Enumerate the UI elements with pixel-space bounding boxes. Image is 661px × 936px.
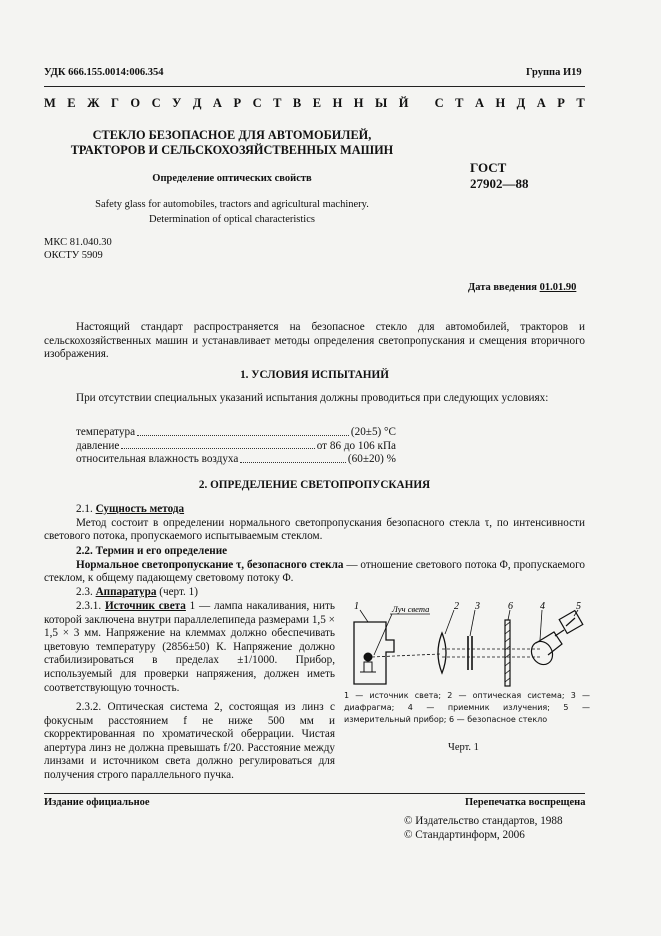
clause-2-3: 2.3. Аппаратура (черт. 1) [76, 586, 198, 598]
safety-glass-icon [505, 620, 510, 686]
light-beam-line [372, 654, 440, 657]
figure-label: 4 [540, 601, 545, 612]
figure-label: 3 [475, 601, 480, 612]
condition-row: температура (20±5) °С [76, 426, 396, 438]
beam-label: Луч света [392, 604, 430, 614]
section-2-heading: 2. ОПРЕДЕЛЕНИЕ СВЕТОПРОПУСКАНИЯ [198, 479, 431, 491]
intro-paragraph: Настоящий стандарт распространяется на безопасное стекло для автомобилей, тракторов и сельскохозяйственных машин и устанавливает методы определения светопропускания и смещения вторичного изображения. [44, 321, 585, 361]
header-rule [44, 86, 585, 87]
clause-2-2: 2.2. Термин и его определение Нормальное светопропускание τ, безопасного стекла — отношение светового потока Φ, пропускаемого стеклом, к общему падающему световому потоку Φ. [44, 545, 585, 585]
diaphragm-icon [468, 636, 472, 670]
leader-lines [360, 610, 578, 655]
figure-label: 6 [508, 601, 513, 612]
lens-icon [438, 633, 446, 673]
lamp-icon [360, 653, 376, 672]
condition-row: относительная влажность воздуха (60±20) % [76, 453, 396, 466]
footer-rule [44, 793, 585, 794]
clause-2-1: 2.1. Сущность метода Метод состоит в определении нормального светопропускания безопасного стекла τ, по интенсивности светового потока, пропускаемого испытываемым стеклом. [44, 503, 585, 543]
apparatus-diagram [342, 600, 594, 690]
figure-label: 1 [354, 601, 359, 612]
document-subtitle: Определение оптических свойств [152, 173, 312, 184]
section-1-heading: 1. УСЛОВИЯ ИСПЫТАНИЙ [240, 369, 389, 381]
copyright: © Издательство стандартов, 1988 © Стандартинформ, 2006 [404, 815, 563, 841]
intro-date: Дата введения 01.01.90 [468, 282, 577, 293]
figure-title: Черт. 1 [448, 742, 479, 753]
measuring-instrument-icon [555, 611, 583, 636]
english-title: Safety glass for automobiles, tractors and agricultural machinery. Determination of optical characteristics [95, 199, 369, 225]
official-edition: Издание официальное [44, 797, 150, 808]
reprint-prohibited: Перепечатка воспрещена [465, 797, 586, 808]
udk-code: УДК 666.155.0014:006.354 [44, 67, 164, 78]
radiation-receiver-icon [527, 632, 562, 668]
figure-caption: 1 — источник света; 2 — оптическая система; 3 — диафрагма; 4 — приемник излучения; 5 — измерительный прибор; 6 — безопасное стекло [344, 691, 590, 724]
clause-2-3-1: 2.3.1. Источник света 1 — лампа накаливания, нить которой заключена внутри параллелепипеда размерами 1,5 × 1,5 × 3 мм. Напряжение на клеммах должно обеспечивать цветовую температуру (2856±50) К. Напряжение должно стабилизироваться в пределах ±1/1000. Прибор, используемый для проверки напряжения, должен иметь соответствующую точность. [44, 600, 335, 694]
section-1-text: При отсутствии специальных указаний испытания должны проводиться при следующих условиях: [76, 392, 549, 404]
interstate-standard-heading: М Е Ж Г О С У Д А Р С Т В Е Н Н Ы Й С Т А Н Д А Р Т [44, 96, 585, 110]
group-code: Группа И19 [526, 67, 582, 78]
figure-label: 2 [454, 601, 459, 612]
gost-number: ГОСТ 27902—88 [470, 160, 529, 191]
classification-codes: МКС 81.040.30 ОКСТУ 5909 [44, 237, 112, 261]
condition-row: давление от 86 до 106 кПа [76, 439, 396, 452]
light-source-housing [354, 622, 394, 684]
conditions-list [76, 426, 396, 467]
document-title: СТЕКЛО БЕЗОПАСНОЕ ДЛЯ АВТОМОБИЛЕЙ, ТРАКТОРОВ И СЕЛЬСКОХОЗЯЙСТВЕННЫХ МАШИН [70, 128, 394, 157]
clause-2-3-2: 2.3.2. Оптическая система 2, состоящая из линз с фокусным расстоянием f не ниже 500 мм и скорректированная по хроматической оберрации. Чистая апертура линз не должна превышать f/20. Расстояние между линзами и источником света должно регулироваться для получения строго параллельного пучка. [44, 701, 335, 781]
figure-label: 5 [576, 601, 581, 612]
